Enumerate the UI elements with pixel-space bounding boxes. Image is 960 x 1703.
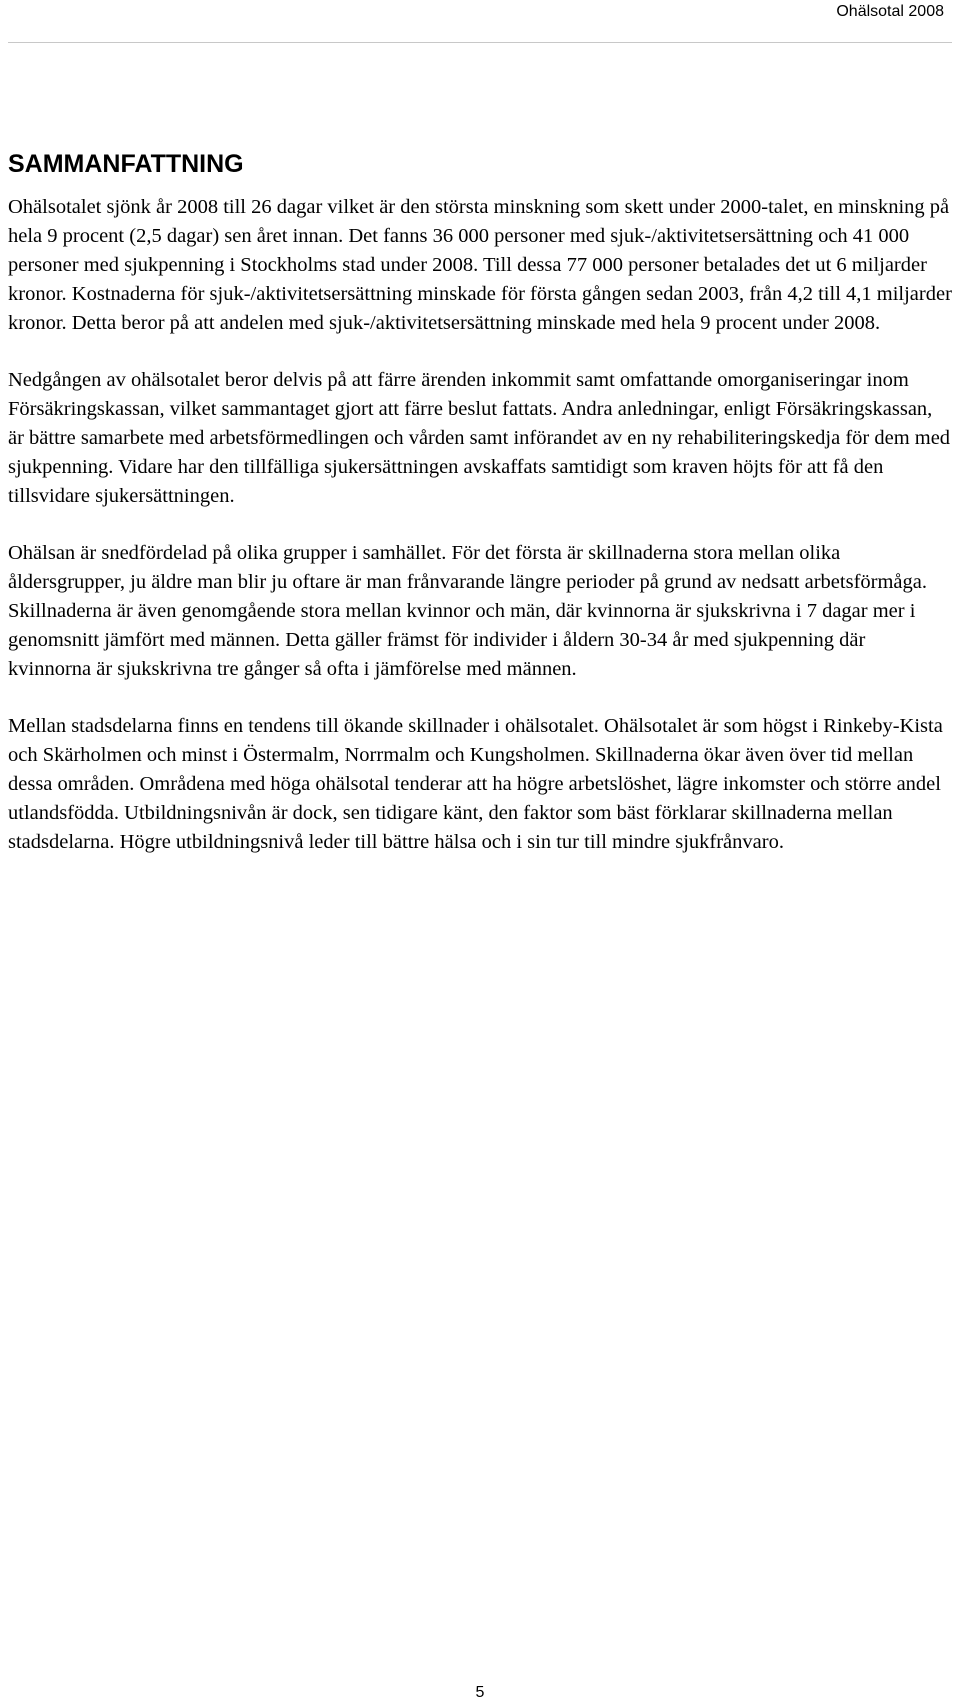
summary-section: [8, 149, 952, 885]
section-heading: SAMMANFATTNING: [8, 150, 244, 178]
page-number: 5: [475, 1684, 485, 1701]
paragraph-1: Ohälsotalet sjönk år 2008 till 26 dagar vilket är den största minskning som skett under 2000-talet, en minskning på hela 9 procent (2,5 dagar) sen året innan. Det fanns 36 000 personer med sjuk-/aktivitetsersättning och 41 000 personer med sjukpenning i Stockholms stad under 2008. Till dessa 77 000 personer betalades det ut 6 miljarder kronor. Kostnaderna för sjuk-/aktivitetsersättning minskade för första gången sedan 2003, från 4,2 till 4,1 miljarder kronor. Detta beror på att andelen med sjuk-/aktivitetsersättning minskade med hela 9 procent under 2008.: [8, 196, 952, 334]
running-header-title: Ohälsotal 2008: [836, 3, 944, 20]
paragraph-2: Nedgången av ohälsotalet beror delvis på att färre ärenden inkommit samt omfattande omorganiseringar inom Försäkringskassan, vilket sammantaget gjort att färre beslut fattats. Andra anledningar, enligt Försäkringskassan, är bättre samarbete med arbetsförmedlingen och vården samt införandet av en ny rehabiliteringskedja för dem med sjukpenning. Vidare har den tillfälliga sjukersättningen avskaffats samtidigt som kraven höjts för att få den tillsvidare sjukersättningen.: [8, 369, 951, 507]
paragraph-3: Ohälsan är snedfördelad på olika grupper i samhället. För det första är skillnaderna stora mellan olika åldersgrupper, ju äldre man blir ju oftare är man frånvarande längre perioder på grund av nedsatt arbetsförmåga. Skillnaderna är även genomgående stora mellan kvinnor och män, där kvinnorna är sjukskrivna i 7 dagar mer i genomsnitt jämfört med männen. Detta gäller främst för individer i åldern 30-34 år med sjukpenning där kvinnorna är sjukskrivna tre gånger så ofta i jämförelse med männen.: [8, 542, 927, 680]
header-divider: [8, 42, 952, 43]
paragraph-4: Mellan stadsdelarna finns en tendens till ökande skillnader i ohälsotalet. Ohälsotalet är som högst i Rinkeby-Kista och Skärholmen och minst i Östermalm, Norrmalm och Kungsholmen. Skillnaderna ökar även över tid mellan dessa områden. Områdena med höga ohälsotal tenderar att ha högre arbetslöshet, lägre inkomster och större andel utlandsfödda. Utbildningsnivån är dock, sen tidigare känt, den faktor som bäst förklarar skillnaderna mellan stadsdelarna. Högre utbildningsnivå leder till bättre hälsa och i sin tur till mindre sjukfrånvaro.: [8, 715, 943, 853]
